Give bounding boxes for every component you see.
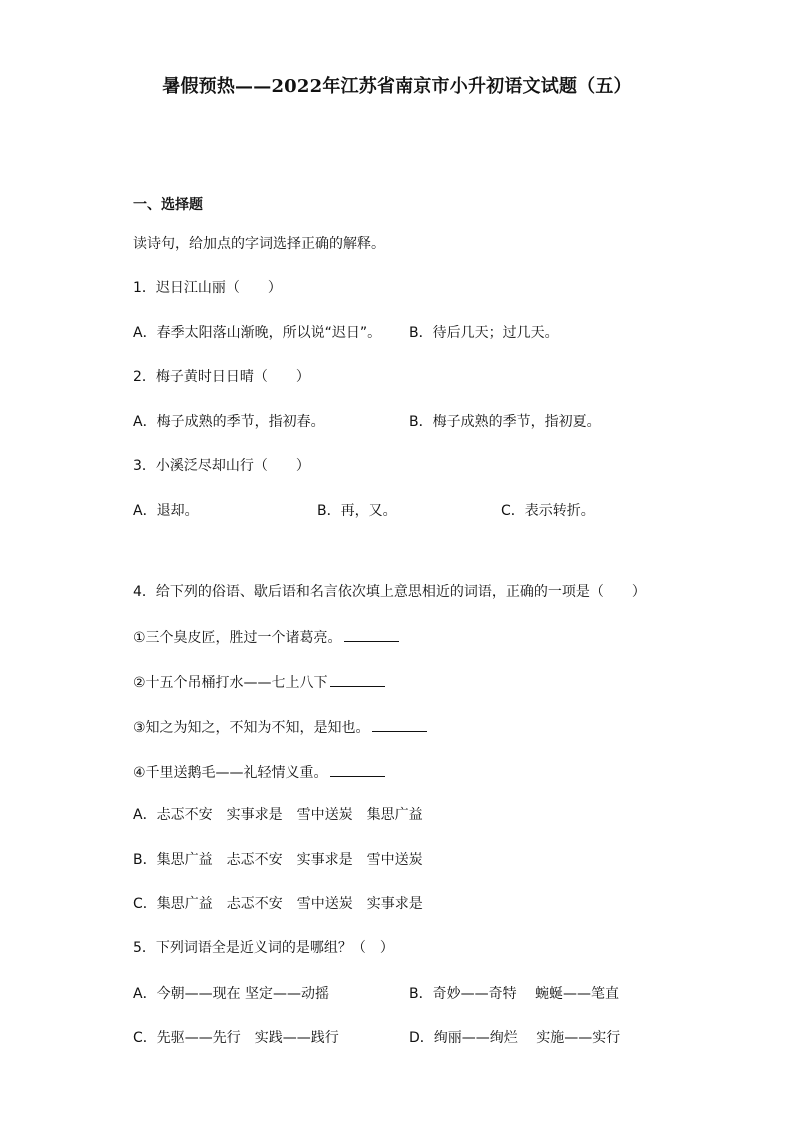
question-5-option-c: C．先驱——先行 实践——践行 bbox=[133, 1030, 339, 1046]
option-label: C． bbox=[133, 896, 157, 912]
question-4-item bbox=[133, 763, 385, 782]
option-word: 集思广益 bbox=[156, 896, 213, 912]
question-2-option-a: A．梅子成熟的季节，指初春。 bbox=[133, 414, 325, 430]
question-4-stem: 4．给下列的俗语、歇后语和名言依次填上意思相近的词语，正确的一项是（ ） bbox=[133, 584, 646, 600]
option-word: 雪中送炭 bbox=[296, 807, 353, 823]
option-word: 雪中送炭 bbox=[366, 852, 423, 868]
section-heading: 一、选择题 bbox=[133, 197, 203, 213]
option-word: 忐忑不安 bbox=[156, 807, 213, 823]
question-1-stem: 1．迟日江山丽（ ） bbox=[133, 280, 282, 296]
question-4-item-text: ③知之为知之，不知为不知，是知也。 bbox=[133, 720, 370, 736]
question-2-stem: 2．梅子黄时日日晴（ ） bbox=[133, 369, 310, 385]
question-3-stem: 3．小溪泛尽却山行（ ） bbox=[133, 458, 310, 474]
answer-blank[interactable] bbox=[330, 763, 385, 777]
question-4-option-b bbox=[133, 851, 437, 869]
question-5-stem: 5．下列词语全是近义词的是哪组？（ ） bbox=[133, 940, 394, 956]
question-4-item-text: ④千里送鹅毛——礼轻情义重。 bbox=[133, 765, 328, 781]
instruction-text: 读诗句，给加点的字词选择正确的解释。 bbox=[133, 236, 385, 252]
option-word: 实事求是 bbox=[366, 896, 423, 912]
option-word: 实事求是 bbox=[296, 852, 353, 868]
option-word: 雪中送炭 bbox=[296, 896, 353, 912]
answer-blank[interactable] bbox=[344, 628, 399, 642]
question-1-option-b: B．待后几天；过几天。 bbox=[409, 325, 559, 341]
option-label: B． bbox=[133, 852, 157, 868]
answer-blank[interactable] bbox=[330, 673, 385, 687]
option-word: 集思广益 bbox=[366, 807, 423, 823]
answer-blank[interactable] bbox=[372, 718, 427, 732]
page-title: 暑假预热——2022年江苏省南京市小升初语文试题（五） bbox=[162, 76, 632, 97]
question-4-item-text: ①三个臭皮匠，胜过一个诸葛亮。 bbox=[133, 630, 342, 646]
question-3-option-b: B．再，又。 bbox=[317, 503, 397, 519]
question-3-option-a: A．退却。 bbox=[133, 503, 199, 519]
option-word: 实事求是 bbox=[226, 807, 283, 823]
question-4-item bbox=[133, 628, 399, 647]
option-label: A． bbox=[133, 807, 157, 823]
question-5-option-a: A．今朝——现在 坚定——动摇 bbox=[133, 986, 330, 1002]
option-word: 忐忑不安 bbox=[226, 852, 283, 868]
option-word: 集思广益 bbox=[156, 852, 213, 868]
option-word: 忐忑不安 bbox=[226, 896, 283, 912]
question-4-item bbox=[133, 718, 427, 737]
question-2-option-b: B．梅子成熟的季节，指初夏。 bbox=[409, 414, 601, 430]
question-5-option-d: D．绚丽——绚烂 实施——实行 bbox=[409, 1030, 621, 1046]
question-3-option-c: C．表示转折。 bbox=[501, 503, 595, 519]
question-4-item bbox=[133, 673, 385, 692]
question-4-item-text: ②十五个吊桶打水——七上八下 bbox=[133, 675, 328, 691]
question-4-option-c bbox=[133, 895, 437, 913]
question-4-option-a bbox=[133, 806, 437, 824]
question-5-option-b: B．奇妙——奇特 蜿蜒——笔直 bbox=[409, 986, 620, 1002]
question-1-option-a: A．春季太阳落山渐晚，所以说“迟日”。 bbox=[133, 325, 382, 341]
